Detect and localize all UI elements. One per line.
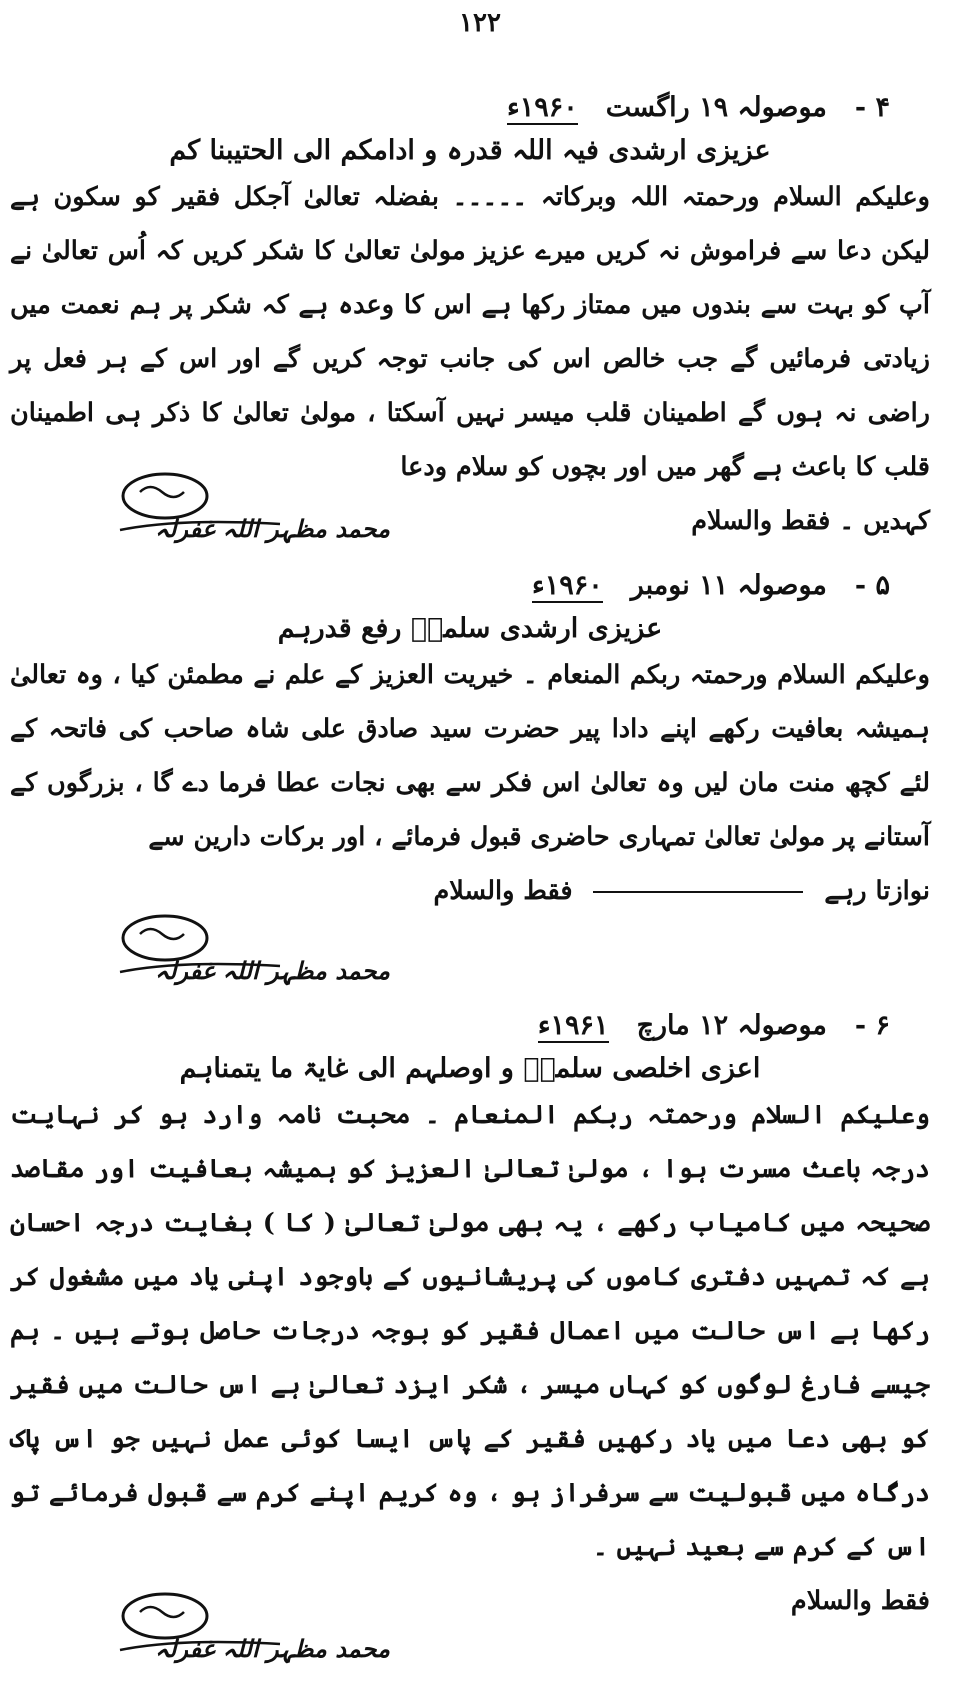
closing: فقط والسلام <box>790 1586 930 1616</box>
page-number: ۱۲۲ <box>459 8 501 38</box>
letter-body: وعلیکم السلام ورحمتہ اللہ وبرکاتہ ۔۔۔۔۔ بفضلہ تعالیٰ آجکل فقیر کو سکون ہے لیکن دعا سے فراموش نہ کریں میرے عزیز مولیٰ تعالیٰ کا شکر کریں کہ اُس تعالیٰ نے آپ کو بہت سے بندوں میں ممتاز رکھا ہے اس کا وعدہ ہے کہ شکر پر ہم نعمت میں زیادتی فرمائیں گے جب خالص اس کی جانب توجہ کریں گے اور اس کے ہر فعل پر راضی نہ ہوں گے اطمینان قلب میسر نہیں آسکتا ، مولیٰ تعالیٰ کا ذکر ہی اطمینان قلب کا باعث ہے گھر میں اور بچوں کو سلام ودعا <box>10 182 930 482</box>
received-label: موصولہ ۱۹ راگست <box>605 92 827 123</box>
closing: کہدیں ۔ فقط والسلام <box>691 506 930 536</box>
closing-row <box>10 864 930 918</box>
salutation: اعزی اخلصی سلمہٗ و اوصلہم الی غایۃ ما یتمناہم <box>179 1053 761 1084</box>
letter-5 <box>10 570 930 918</box>
closing-dash <box>593 891 803 893</box>
signature-text: محمد مظہر اللہ غفرلہ <box>155 956 391 985</box>
signature-stamp <box>100 912 391 992</box>
letter-number: ۶ - <box>854 1010 890 1041</box>
letter-body: وعلیکم السلام ورحمتہ ربکم المنعام ۔ محبت نامہ وارد ہو کر نہایت درجہ باعث مسرت ہوا ، مولیٰ تعالیٰ العزیز کو ہمیشہ بعافیت اور مقاصد صحیحہ میں کامیاب رکھے ، یہ بھی مولیٰ تعالیٰ ( کا ) بغایت درجہ احسان ہے کہ تمہیں دفتری کاموں کی پریشانیوں کے باوجود اپنی یاد میں مشغول کر رکھا ہے اس حالت میں اعمال فقیر کو بوجہ درجات حاصل ہوتے ہیں ۔ ہم جیسے فارغ لوگوں کو کہاں میسر ، شکر ایزد تعالیٰ ہے اس حالت میں فقیر کو بھی دعا میں یاد رکھیں فقیر کے پاس ایسا کوئی عمل نہیں جو اس پاک درگاہ میں قبولیت سے سرفراز ہو ، وہ کریم اپنے کرم سے قبول فرمائے تو اس کے کرم سے بعید نہیں ۔ <box>10 1100 930 1562</box>
closing-prefix: نوازتا رہے <box>824 876 930 906</box>
letter-date: ۱۹۶۰ء <box>507 92 578 123</box>
letter-number: ۵ - <box>854 570 890 601</box>
letter-date: ۱۹۶۰ء <box>532 570 603 601</box>
letter-body: وعلیکم السلام ورحمتہ ربکم المنعام ۔ خیریت العزیز کے علم نے مطمئن کیا ، وہ تعالیٰ ہمیشہ بعافیت رکھے اپنے دادا پیر حضرت سید صادق علی شاہ صاحب کی فاتحہ کے لئے کچھ منت مان لیں وہ تعالیٰ اس فکر سے بھی نجات عطا فرما دے گا ، بزرگوں کے آستانے پر مولیٰ تعالیٰ تمہاری حاضری قبول فرمائے ، اور برکات دارین سے <box>10 660 930 852</box>
signature-text: محمد مظہر اللہ غفرلہ <box>155 1634 391 1663</box>
signature-stamp <box>100 470 391 550</box>
received-label: موصولہ ۱۲ مارچ <box>636 1010 827 1041</box>
received-label: موصولہ ۱۱ نومبر <box>630 570 827 601</box>
signature-text: محمد مظہر اللہ غفرلہ <box>155 514 391 543</box>
letter-6 <box>10 1010 930 1628</box>
letter-date: ۱۹۶۱ء <box>537 1010 609 1041</box>
letter-heading <box>10 92 930 125</box>
closing: فقط والسلام <box>433 876 573 906</box>
letter-number: ۴ - <box>854 92 890 123</box>
letter-heading <box>10 570 930 603</box>
salutation: عزیزی ارشدی فیہ اللہ قدرہ و ادامکم الی الحتیبنا کم <box>169 135 771 166</box>
letter-heading <box>10 1010 930 1043</box>
signature-stamp <box>100 1590 391 1670</box>
salutation: عزیزی ارشدی سلمہٗ رفع قدرہم <box>277 613 663 644</box>
